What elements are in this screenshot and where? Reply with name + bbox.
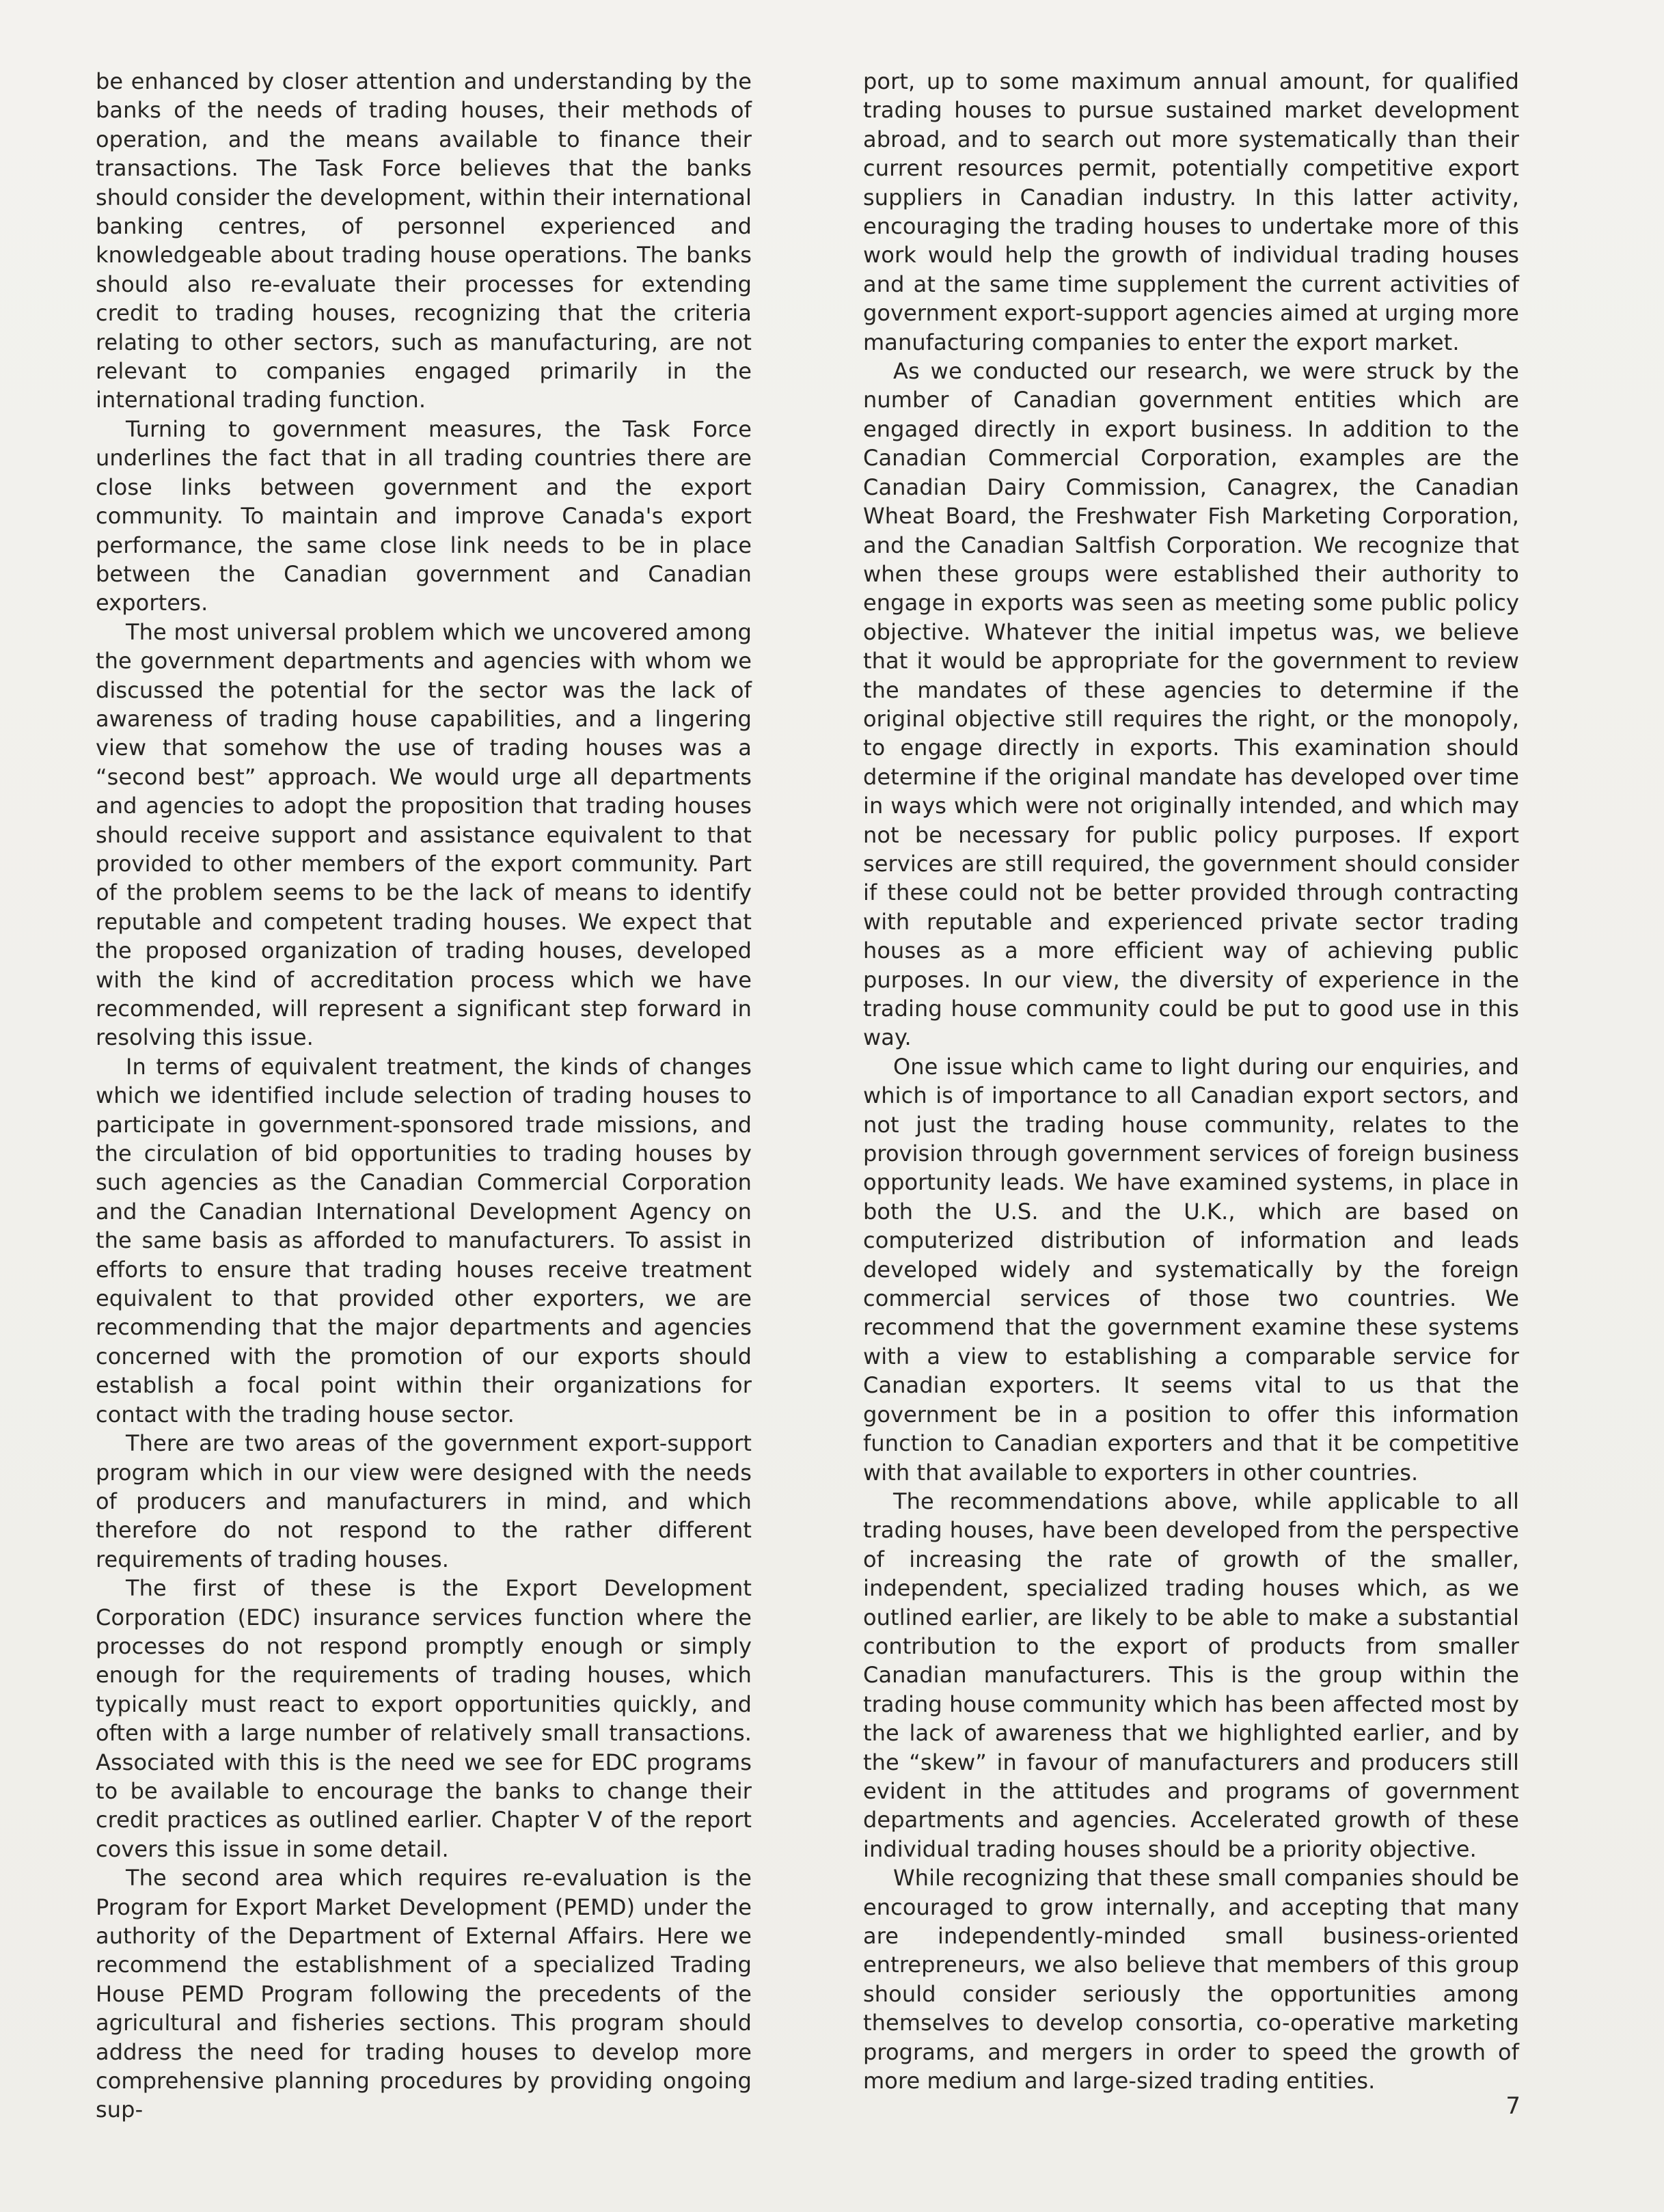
- right-text-column: [863, 67, 1519, 2095]
- paragraph: While recognizing that these small companies should be encouraged to grow internally, and accepting that many are independently-minded small business-oriented entrepreneurs, we also believe that members of this group should consider seriously the opportunities among themselves to develop consortia, co-operative marketing programs, and mergers in order to speed the growth of more medium and large-sized trading entities.: [863, 1865, 1519, 2094]
- paragraph: The recommendations above, while applicable to all trading houses, have been developed from the perspective of increasing the rate of growth of the smaller, independent, specialized trading houses which, as we outlined earlier, are likely to be able to make a substantial contribution to the export of products from smaller Canadian manufacturers. This is the group within the trading house community which has been affected most by the lack of awareness that we highlighted earlier, and by the “skew” in favour of manufacturers and producers still evident in the attitudes and programs of government departments and agencies. Accelerated growth of these individual trading houses should be a priority objective.: [863, 1488, 1519, 1862]
- paragraph: As we conducted our research, we were struck by the number of Canadian government entities which are engaged directly in export business. In addition to the Canadian Commercial Corporation, examples are the Canadian Dairy Commission, Canagrex, the Canadian Wheat Board, the Freshwater Fish Marketing Corporation, and the Canadian Saltfish Corporation. We recognize that when these groups were established their authority to engage in exports was seen as meeting some public policy objective. Whatever the initial impetus was, we believe that it would be appropriate for the government to review the mandates of these agencies to determine if the original objective still requires the right, or the monopoly, to engage directly in exports. This examination should determine if the original mandate has developed over time in ways which were not originally intended, and which may not be necessary for public policy purposes. If export services are still required, the government should consider if these could not be better provided through contracting with reputable and experienced private sector trading houses as a more efficient way of achieving public purposes. In our view, the diversity of experience in the trading house community could be put to good use in this way.: [863, 358, 1519, 1051]
- paragraph: The most universal problem which we uncovered among the government departments and agencies with whom we discussed the potential for the sector was the lack of awareness of trading house capabilities, and a lingering view that somehow the use of trading houses was a “second best” approach. We would urge all departments and agencies to adopt the proposition that trading houses should receive support and assistance equivalent to that provided to other members of the export community. Part of the problem seems to be the lack of means to identify reputable and competent trading houses. We expect that the proposed organization of trading houses, developed with the kind of accreditation process which we have recommended, will represent a significant step forward in resolving this issue.: [96, 618, 752, 1051]
- paragraph: The second area which requires re-evaluation is the Program for Export Market Development (PEMD) under the authority of the Department of External Affairs. Here we recommend the establishment of a specialized Trading House PEMD Program following the precedents of the agricultural and fisheries sections. This program should address the need for trading houses to develop more comprehensive planning procedures by providing ongoing sup-: [96, 1865, 752, 2123]
- paragraph: port, up to some maximum annual amount, for qualified trading houses to pursue sustained market development abroad, and to search out more systematically than their current resources permit, potentially competitive export suppliers in Canadian industry. In this latter activity, encouraging the trading houses to undertake more of this work would help the growth of individual trading houses and at the same time supplement the current activities of government export-support agencies aimed at urging more manufacturing companies to enter the export market.: [863, 68, 1519, 355]
- paragraph: One issue which came to light during our enquiries, and which is of importance to all Canadian export sectors, and not just the trading house community, relates to the provision through government services of foreign business opportunity leads. We have examined systems, in place in both the U.S. and the U.K., which are based on computerized distribution of information and leads developed widely and systematically by the foreign commercial services of those two countries. We recommend that the government examine these systems with a view to establishing a comparable service for Canadian exporters. It seems vital to us that the government be in a position to offer this information function to Canadian exporters and that it be competitive with that available to exporters in other countries.: [863, 1053, 1519, 1486]
- paragraph: Turning to government measures, the Task Force underlines the fact that in all trading countries there are close links between government and the export community. To maintain and improve Canada's export performance, the same close link needs to be in place between the Canadian government and Canadian exporters.: [96, 415, 752, 616]
- paragraph: The first of these is the Export Development Corporation (EDC) insurance services function where the processes do not respond promptly enough or simply enough for the requirements of trading houses, which typically must react to export opportunities quickly, and often with a large number of relatively small transactions. Associated with this is the need we see for EDC programs to be available to encourage the banks to change their credit practices as outlined earlier. Chapter V of the report covers this issue in some detail.: [96, 1575, 752, 1862]
- paragraph: In terms of equivalent treatment, the kinds of changes which we identified include selection of trading houses to participate in government-sponsored trade missions, and the circulation of bid opportunities to trading houses by such agencies as the Canadian Commercial Corporation and the Canadian International Development Agency on the same basis as afforded to manufacturers. To assist in efforts to ensure that trading houses receive treatment equivalent to that provided other exporters, we are recommending that the major departments and agencies concerned with the promotion of our exports should establish a focal point within their organizations for contact with the trading house sector.: [96, 1053, 752, 1428]
- paragraph: be enhanced by closer attention and understanding by the banks of the needs of trading houses, their methods of operation, and the means available to finance their transactions. The Task Force believes that the banks should consider the development, within their international banking centres, of personnel experienced and knowledgeable about trading house operations. The banks should also re-evaluate their processes for extending credit to trading houses, recognizing that the criteria relating to other sectors, such as manufacturing, are not relevant to companies engaged primarily in the international trading function.: [96, 68, 752, 413]
- paragraph: There are two areas of the government export-support program which in our view were designed with the needs of producers and manufacturers in mind, and which therefore do not respond to the rather different requirements of trading houses.: [96, 1430, 752, 1572]
- left-text-column: [96, 67, 752, 2125]
- page-number: 7: [1505, 2092, 1520, 2120]
